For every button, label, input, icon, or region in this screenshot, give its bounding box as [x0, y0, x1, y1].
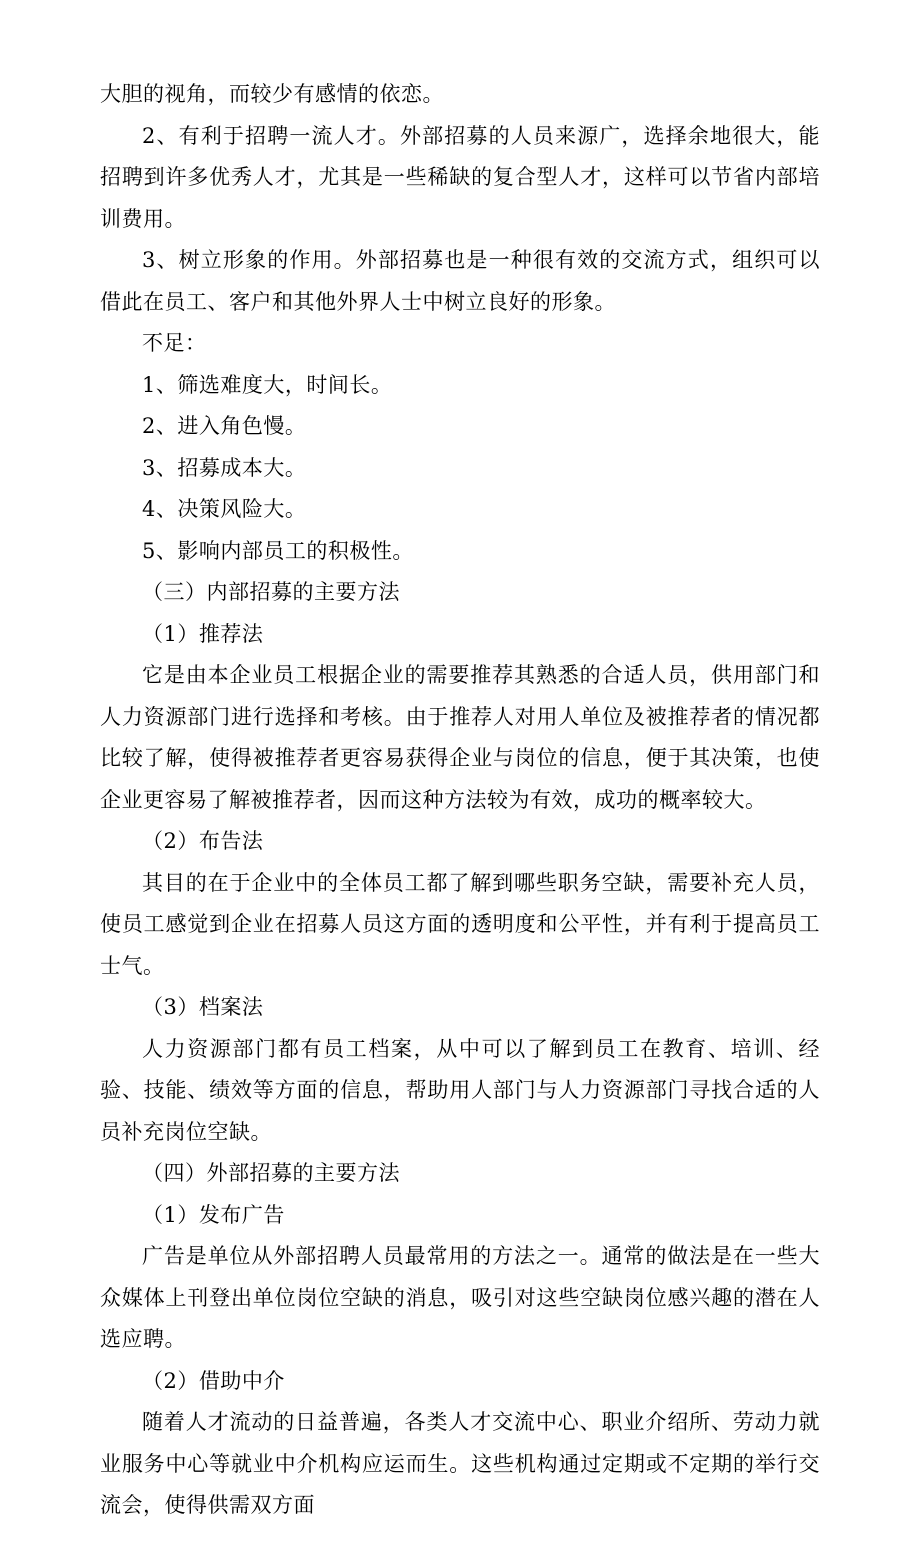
heading-method-bulletin: （2）布告法 — [142, 829, 264, 853]
paragraph-bulletin-detail: 其目的在于企业中的全体员工都了解到哪些职务空缺，需要补充人员，使员工感觉到企业在招募人员这方面的透明度和公平性，并有利于提高员工士气。 — [100, 870, 820, 978]
heading-method-recommendation: （1）推荐法 — [142, 621, 264, 646]
paragraph-recommendation-detail: 它是由本企业员工根据企业的需要推荐其熟悉的合适人员，供用部门和人力资源部门进行选择和考核。由于推荐人对用人单位及被推荐者的情况都比较了解，使得被推荐者更容易获得企业与岗位的信息，便于其决策，也使企业更容易了解被推荐者，因而这种方法较为有效，成功的概率较大。 — [100, 663, 820, 812]
heading-method-advertising: （1）发布广告 — [142, 1202, 285, 1227]
paragraph-shortcoming-5: 5、影响内部员工的积极性。 — [142, 538, 414, 563]
paragraph-shortcoming-4: 4、决策风险大。 — [142, 497, 307, 521]
heading-method-agency: （2）借助中介 — [142, 1368, 285, 1393]
heading-section-4-external-methods: （四）外部招募的主要方法 — [142, 1161, 400, 1185]
paragraph-agency-detail: 随着人才流动的日益普遍，各类人才交流中心、职业介绍所、劳动力就业服务中心等就业中介机构应运而生。这些机构通过定期或不定期的举行交流会，使得供需双方面 — [100, 1410, 820, 1517]
paragraph-shortcoming-1: 1、筛选难度大，时间长。 — [142, 372, 393, 397]
heading-method-archive: （3）档案法 — [142, 995, 264, 1019]
paragraph-archive-detail: 人力资源部门都有员工档案，从中可以了解到员工在教育、培训、经验、技能、绩效等方面的信息，帮助用人部门与人力资源部门寻找合适的人员补充岗位空缺。 — [100, 1036, 820, 1144]
paragraph-advertising-detail: 广告是单位从外部招聘人员最常用的方法之一。通常的做法是在一些大众媒体上刊登出单位岗位空缺的消息，吸引对这些空缺岗位感兴趣的潜在人选应聘。 — [100, 1244, 820, 1351]
paragraph-shortcomings-heading: 不足： — [142, 331, 207, 355]
paragraph-shortcoming-2: 2、进入角色慢。 — [142, 414, 307, 438]
paragraph-advantage-3: 3、树立形象的作用。外部招募也是一种很有效的交流方式，组织可以借此在员工、客户和其他外界人士中树立良好的形象。 — [100, 248, 820, 314]
paragraph-advantage-2: 2、有利于招聘一流人才。外部招募的人员来源广，选择余地很大，能招聘到许多优秀人才，尤其是一些稀缺的复合型人才，这样可以节省内部培训费用。 — [100, 123, 820, 231]
paragraph-shortcoming-3: 3、招募成本大。 — [142, 455, 307, 480]
paragraph-continuation: 大胆的视角，而较少有感情的依恋。 — [100, 82, 444, 106]
heading-section-3-internal-methods: （三）内部招募的主要方法 — [142, 580, 400, 604]
